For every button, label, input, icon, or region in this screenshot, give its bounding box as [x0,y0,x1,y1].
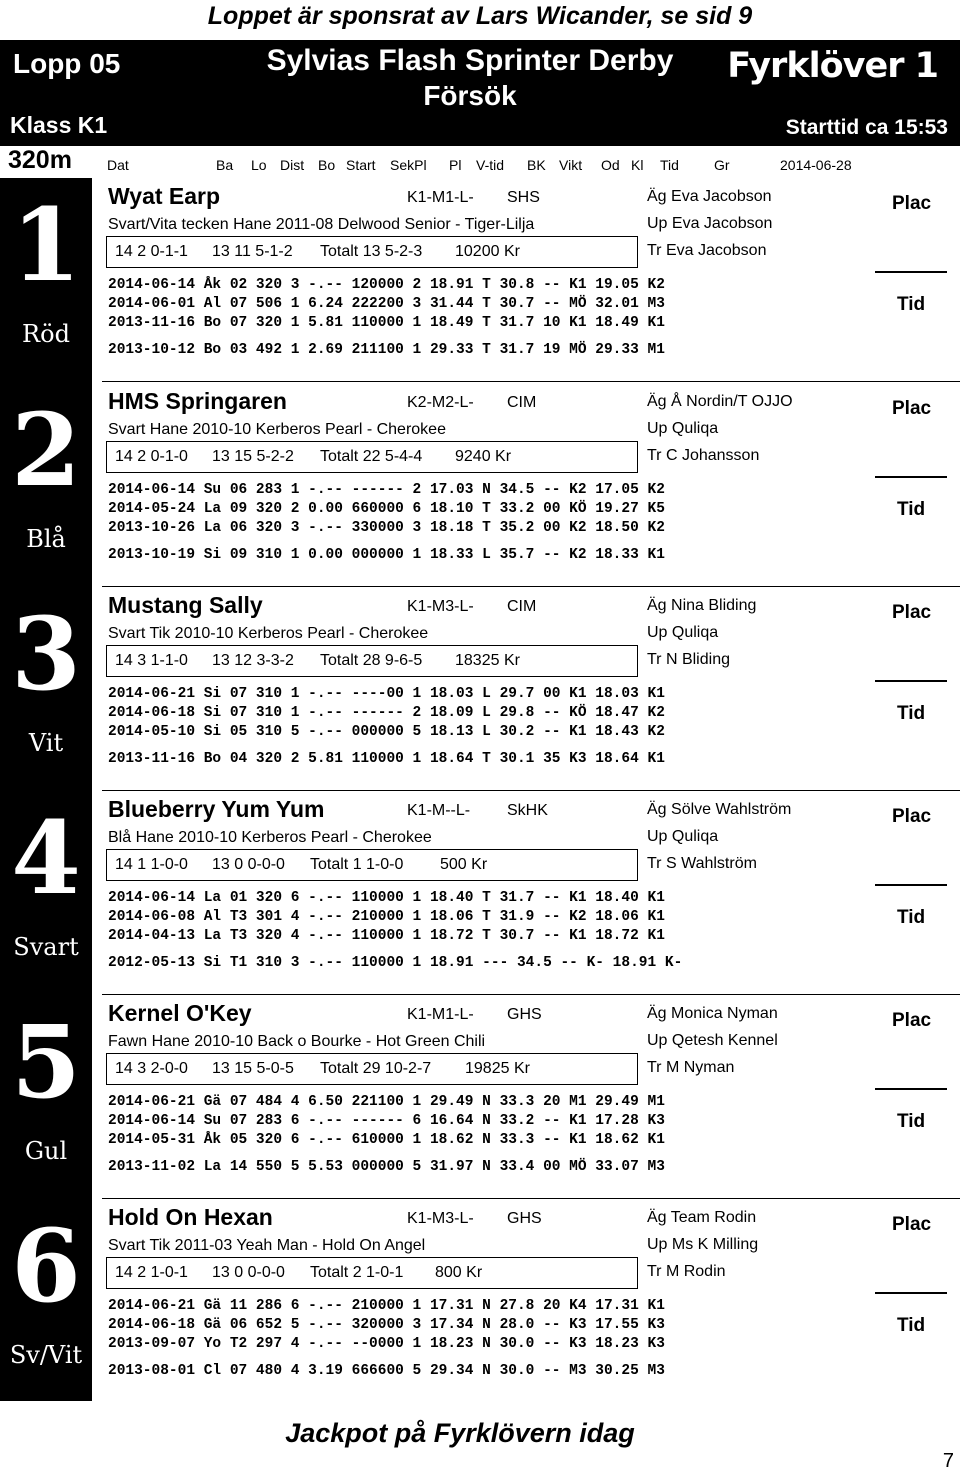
tid-label: Tid [897,703,926,724]
stat-total: Totalt 13 5-2-3 [320,243,423,260]
race-line: 2013-11-02 La 14 550 5 5.53 000000 5 31.97 N 33.4 00 MÖ 33.07 M3 [108,1159,665,1175]
breeder: Up Quliqa [647,624,719,641]
dog-class: K1-M3-L- [407,598,474,615]
race-line: 2013-11-16 Bo 07 320 1 5.81 110000 1 18.49 T 31.7 10 K1 18.49 K1 [108,315,665,331]
stats-box [106,849,638,881]
col-bo: Bo [318,157,336,173]
plac-underline [875,884,947,886]
col-vtid: V-tid [476,157,505,173]
home-track: GHS [507,1006,542,1023]
plac-label: Plac [892,1214,932,1235]
dog-details: Fawn Hane 2010-10 Back o Bourke - Hot Green Chili [108,1033,486,1050]
col-bk: BK [527,157,546,173]
stat-2014: 14 2 0-1-1 [115,243,188,260]
start-number: 4 [11,799,81,917]
stats-box [106,1053,638,1085]
dog-class: K2-M2-L- [407,394,474,411]
race-line: 2014-06-21 Gä 07 484 4 6.50 221100 1 29.49 N 33.3 20 M1 29.49 M1 [108,1094,665,1110]
breeder: Up Qetesh Kennel [647,1032,778,1049]
race-line: 2014-06-01 Al 07 506 1 6.24 222200 3 31.44 T 30.7 -- MÖ 32.01 M3 [108,296,665,312]
race-line: 2014-06-14 Su 07 283 6 -.-- ------ 6 16.64 N 33.2 -- K1 17.28 K3 [108,1113,665,1129]
blanket-color: Blå [26,525,66,553]
dog-class: K1-M--L- [407,802,471,819]
home-track: CIM [507,394,537,411]
stat-total: Totalt 29 10-2-7 [320,1060,432,1077]
dog-details: Svart Hane 2010-10 Kerberos Pearl - Cherokee [108,421,446,438]
dog-class: K1-M1-L- [407,1006,474,1023]
plac-label: Plac [892,398,932,419]
col-dist: Dist [280,157,305,173]
stat-2014: 14 2 1-0-1 [115,1264,188,1281]
race-line: 2014-06-21 Si 07 310 1 -.-- ----00 1 18.03 L 29.7 00 K1 18.03 K1 [108,686,665,702]
col-pl: Pl [449,157,462,173]
race-line: 2014-05-10 Si 05 310 5 -.-- 000000 5 18.13 L 30.2 -- K1 18.43 K2 [108,724,665,740]
stat-prize: 500 Kr [440,856,488,873]
entry-separator [102,381,960,382]
col-od: Od [601,157,620,173]
breeder: Up Ms K Milling [647,1236,759,1253]
trainer: Tr C Johansson [647,447,760,464]
breeder: Up Quliqa [647,420,719,437]
race-line: 2013-10-26 La 06 320 3 -.-- 330000 3 18.18 T 35.2 00 K2 18.50 K2 [108,520,665,536]
col-tid: Tid [660,157,679,173]
owner: Äg Å Nordin/T OJJO [647,393,793,410]
blanket-color: Gul [24,1137,68,1165]
home-track: GHS [507,1210,542,1227]
race-line: 2012-05-13 Si T1 310 3 -.-- 110000 1 18.91 --- 34.5 -- K- 18.91 K- [108,955,683,971]
owner: Äg Nina Bliding [647,597,757,614]
start-number: 5 [11,1003,81,1121]
entry-5 [11,995,960,1199]
tid-label: Tid [897,499,926,520]
stat-2014: 14 3 1-1-0 [115,652,188,669]
sponsor-line: Loppet är sponsrat av Lars Wicander, se sid 9 [207,2,753,30]
race-line: 2014-06-18 Gä 06 652 5 -.-- 320000 3 17.34 N 28.0 -- K3 17.55 K3 [108,1317,665,1333]
stats-box [106,441,638,473]
dog-name: Mustang Sally [108,592,263,618]
col-dat: Dat [107,157,129,173]
blanket-color: Sv/Vit [9,1341,83,1369]
stat-2013: 13 15 5-2-2 [212,448,294,465]
entry-2 [11,383,960,587]
race-line: 2014-06-18 Si 07 310 1 -.-- ------ 2 18.09 L 29.8 -- KÖ 18.47 K2 [108,705,665,721]
race-line: 2014-06-14 Su 06 283 1 -.-- ------ 2 17.03 N 34.5 -- K2 17.05 K2 [108,482,665,498]
stat-2014: 14 1 1-0-0 [115,856,188,873]
stat-2013: 13 15 5-0-5 [212,1060,294,1077]
race-class: Klass K1 [10,112,108,138]
stat-prize: 800 Kr [435,1264,483,1281]
race-header [0,40,960,146]
stat-total: Totalt 28 9-6-5 [320,652,423,669]
owner: Äg Eva Jacobson [647,188,772,205]
col-start: Start [346,157,376,173]
trainer: Tr N Bliding [647,651,730,668]
entry-1 [11,178,960,382]
dog-class: K1-M1-L- [407,189,474,206]
dog-name: Wyat Earp [108,183,221,209]
trainer: Tr M Rodin [647,1263,726,1280]
dog-class: K1-M3-L- [407,1210,474,1227]
col-vikt: Vikt [559,157,583,173]
tid-label: Tid [897,1315,926,1336]
stat-total: Totalt 2 1-0-1 [310,1264,404,1281]
col-sekpl: SekPl [390,157,427,173]
stat-2014: 14 2 0-1-0 [115,448,188,465]
race-line: 2014-05-24 La 09 320 2 0.00 660000 6 18.10 T 33.2 00 KÖ 19.27 K5 [108,501,665,517]
dog-details: Svart Tik 2010-10 Kerberos Pearl - Cherokee [108,625,429,642]
race-line: 2013-08-01 Cl 07 480 4 3.19 666600 5 29.34 N 30.0 -- M3 30.25 M3 [108,1363,665,1379]
race-line: 2014-06-14 Åk 02 320 3 -.-- 120000 2 18.91 T 30.8 -- K1 19.05 K2 [108,277,665,293]
stat-2013: 13 0 0-0-0 [212,856,285,873]
plac-underline [875,1292,947,1294]
page-number: 7 [942,1450,954,1472]
start-number: 1 [11,186,81,304]
tid-label: Tid [897,1111,926,1132]
race-line: 2013-10-19 Si 09 310 1 0.00 000000 1 18.33 L 35.7 -- K2 18.33 K1 [108,547,665,563]
owner: Äg Monica Nyman [647,1005,778,1022]
race-title: Sylvias Flash Sprinter Derby [266,44,674,77]
start-number: 3 [11,595,81,713]
stat-2013: 13 0 0-0-0 [212,1264,285,1281]
plac-label: Plac [892,806,932,827]
plac-label: Plac [892,602,932,623]
race-line: 2014-06-14 La 01 320 6 -.-- 110000 1 18.40 T 31.7 -- K1 18.40 K1 [108,890,665,906]
dog-name: Hold On Hexan [108,1204,273,1230]
plac-underline [875,476,947,478]
race-line: 2014-06-21 Gä 11 286 6 -.-- 210000 1 17.31 N 27.8 20 K4 17.31 K1 [108,1298,665,1314]
owner: Äg Team Rodin [647,1209,757,1226]
trainer: Tr S Wahlström [647,855,757,872]
stat-2014: 14 3 2-0-0 [115,1060,188,1077]
col-lo: Lo [251,157,267,173]
plac-label: Plac [892,193,932,214]
col-gr: Gr [714,157,730,173]
trainer: Tr Eva Jacobson [647,242,767,259]
race-subtitle: Försök [423,80,517,111]
dog-details: Blå Hane 2010-10 Kerberos Pearl - Cherokee [108,829,432,846]
race-line: 2013-09-07 Yo T2 297 4 -.-- --0000 1 18.23 N 30.0 -- K3 18.23 K3 [108,1336,665,1352]
race-line: 2013-11-16 Bo 04 320 2 5.81 110000 1 18.64 T 30.1 35 K3 18.64 K1 [108,751,665,767]
stat-total: Totalt 22 5-4-4 [320,448,423,465]
race-line: 2014-05-31 Åk 05 320 6 -.-- 610000 1 18.62 N 33.3 -- K1 18.62 K1 [108,1132,665,1148]
plac-underline [875,271,947,273]
race-line: 2013-10-12 Bo 03 492 1 2.69 211100 1 29.33 T 31.7 19 MÖ 29.33 M1 [108,342,665,358]
stat-prize: 18325 Kr [455,652,520,669]
entry-6 [9,1199,960,1401]
entry-3 [11,587,960,791]
stat-prize: 19825 Kr [465,1060,530,1077]
stats-box [106,236,638,268]
trainer: Tr M Nyman [647,1059,735,1076]
col-ba: Ba [216,157,234,173]
dog-name: Blueberry Yum Yum [108,796,325,822]
column-header-row [0,146,960,178]
stats-box [106,1257,638,1289]
tid-label: Tid [897,294,926,315]
col-kl: Kl [631,157,644,173]
stats-box [106,645,638,677]
blanket-color: Vit [28,729,64,757]
dog-name: HMS Springaren [108,388,287,414]
breeder: Up Eva Jacobson [647,215,773,232]
race-line: 2014-06-08 Al T3 301 4 -.-- 210000 1 18.06 T 31.9 -- K2 18.06 K1 [108,909,665,925]
fyrklover-logo: Fyrklöver 1 [727,46,938,86]
stat-prize: 9240 Kr [455,448,512,465]
stat-2013: 13 11 5-1-2 [212,243,293,260]
race-date: 2014-06-28 [780,157,852,173]
plac-underline [875,1088,947,1090]
home-track: CIM [507,598,537,615]
entry-4 [11,791,960,995]
race-number: Lopp 05 [13,48,121,79]
plac-underline [875,680,947,682]
breeder: Up Quliqa [647,828,719,845]
home-track: SHS [507,189,540,206]
start-number: 6 [11,1207,81,1325]
start-time: Starttid ca 15:53 [785,116,948,139]
owner: Äg Sölve Wahlström [647,801,792,818]
footer-jackpot: Jackpot på Fyrklövern idag [285,1418,635,1448]
plac-label: Plac [892,1010,932,1031]
dog-details: Svart Tik 2011-03 Yeah Man - Hold On Angel [108,1237,426,1254]
race-distance: 320m [8,146,72,174]
home-track: SkHK [507,802,548,819]
blanket-color: Röd [22,320,70,348]
stat-prize: 10200 Kr [455,243,520,260]
dog-details: Svart/Vita tecken Hane 2011-08 Delwood Senior - Tiger-Lilja [108,216,535,233]
start-number: 2 [11,391,81,509]
tid-label: Tid [897,907,926,928]
stat-total: Totalt 1 1-0-0 [310,856,404,873]
blanket-color: Svart [13,933,79,961]
dog-name: Kernel O'Key [108,1000,252,1026]
stat-2013: 13 12 3-3-2 [212,652,294,669]
race-line: 2014-04-13 La T3 320 4 -.-- 110000 1 18.72 T 30.7 -- K1 18.72 K1 [108,928,665,944]
